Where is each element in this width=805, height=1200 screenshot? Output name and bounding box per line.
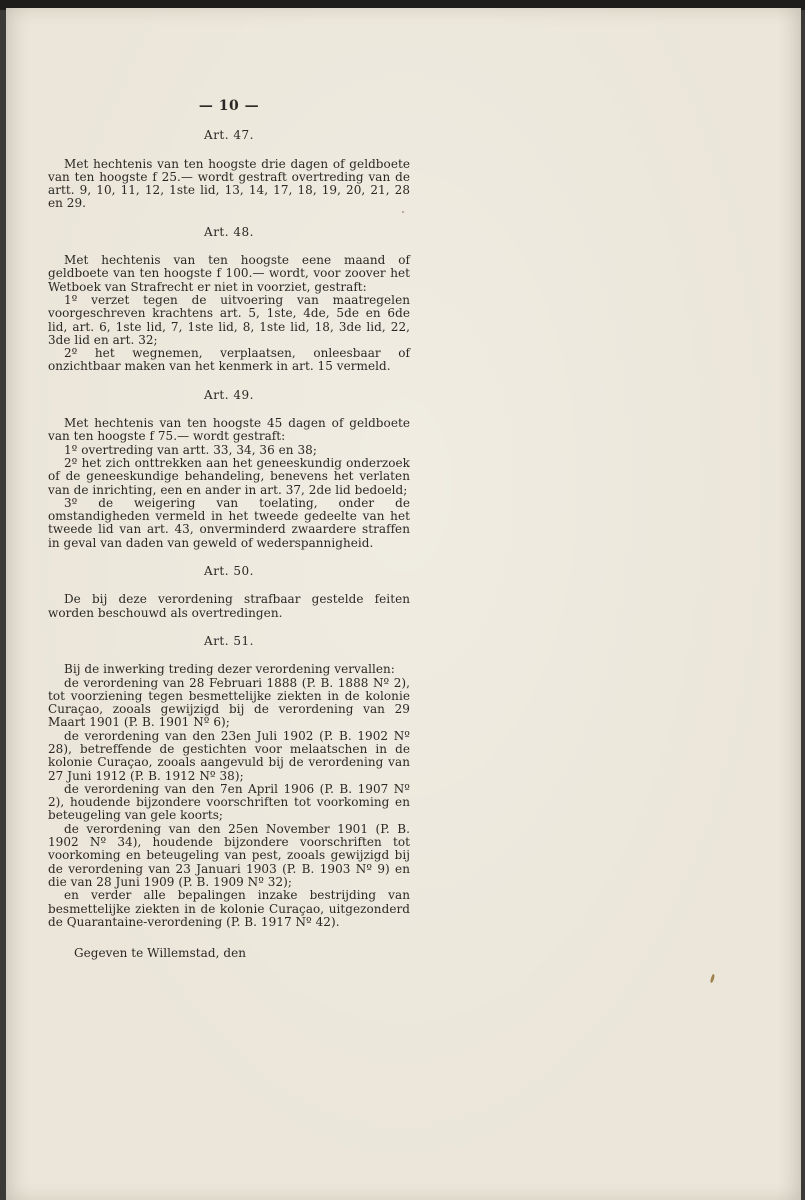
article-body — [48, 158, 410, 211]
article-paragraph: De bij deze verordening strafbaar gestelde feiten worden beschouwd als overtredingen. — [48, 592, 410, 620]
article-paragraph: 1º verzet tegen de uitvoering van maatregelen voorgeschreven krachtens art. 5, 1ste, 4de, 5de en 6de lid, art. 6, 1ste lid, 7, 1ste lid, 8, 1ste lid, 18, 3de lid, 22, 3de lid en art. 32; — [48, 292, 410, 347]
article-paragraph: de verordening van den 7en April 1906 (P. B. 1907 Nº 2), houdende bijzondere voorschriften tot voorkoming en beteugeling van gele koorts; — [48, 781, 410, 823]
article-paragraph: Met hechtenis van ten hoogste 45 dagen of geldboete van ten hoogste f 75.— wordt gestraft: — [48, 416, 410, 444]
article-paragraph: Bij de inwerking treding dezer verordening vervallen: — [64, 662, 395, 677]
article-body — [48, 593, 410, 620]
article-heading: Art. 51. — [204, 633, 254, 648]
text-column — [48, 100, 410, 972]
article-paragraph: de verordening van den 23en Juli 1902 (P. B. 1902 Nº 28), betreffende de gestichten voor melaatschen in de kolonie Curaçao, zooals aangevuld bij de verordening van 27 Juni 1912 (P. B. 1912 Nº 38); — [48, 728, 410, 783]
article-body — [48, 663, 410, 929]
document-page — [6, 8, 801, 1200]
article-paragraph: de verordening van 28 Februari 1888 (P. B. 1888 Nº 2), tot voorziening tegen besmettelijke ziekten in de kolonie Curaçao, zooals gewijzigd bij de verordening van 29 Maart 1901 (P. B. 1901 Nº 6); — [48, 675, 410, 730]
article-paragraph: 2º het wegnemen, verplaatsen, onleesbaar of onzichtbaar maken van het kenmerk in art. 15 vermeld. — [48, 346, 410, 374]
article-paragraph: Met hechtenis van ten hoogste eene maand of geldboete van ten hoogste f 100.— wordt, voor zoover het Wetboek van Strafrecht er niet in voorziet, gestraft: — [48, 253, 410, 294]
article-paragraph: 1º overtreding van artt. 33, 34, 36 en 38; — [64, 442, 317, 457]
article-paragraph: Met hechtenis van ten hoogste drie dagen of geldboete van ten hoogste f 25.— wordt gestraft overtreding van de artt. 9, 10, 11, 12, 1ste lid, 13, 14, 17, 18, 19, 20, 21, 28 en 29. — [48, 156, 410, 211]
closing-line: Gegeven te Willemstad, den — [74, 946, 247, 961]
ink-mark — [710, 974, 716, 983]
article-paragraph: 2º het zich onttrekken aan het geneeskundig onderzoek of de geneeskundige behandeling, benevens het verlaten van de inrichting, een en ander in art. 37, 2de lid bedoeld; — [48, 455, 410, 497]
article-body — [48, 254, 410, 374]
article-paragraph: en verder alle bepalingen inzake bestrijding van besmettelijke ziekten in de kolonie Curaçao, uitgezonderd de Quarantaine-verordening (P. B. 1917 Nº 42). — [48, 888, 410, 929]
article-heading: Art. 50. — [204, 564, 254, 579]
article-paragraph: de verordening van den 25en November 1901 (P. B. 1902 Nº 34), houdende bijzondere voorschriften tot voorkoming en beteugeling van pest, zooals gewijzigd bij de verordening van 23 Januari 1903 (P. B. 1903 Nº 9) en die van 28 Juni 1909 (P. B. 1909 Nº 32); — [48, 821, 410, 889]
article-heading: Art. 49. — [204, 387, 254, 402]
article-body — [48, 417, 410, 550]
page-number: — 10 — — [198, 98, 260, 114]
article-heading: Art. 48. — [204, 224, 254, 239]
article-heading: Art. 47. — [204, 128, 254, 143]
article-paragraph: 3º de weigering van toelating, onder de omstandigheden vermeld in het tweede gedeelte van het tweede lid van art. 43, onverminderd zwaardere straffen in geval van daden van geweld of wederspannigheid. — [48, 495, 410, 550]
